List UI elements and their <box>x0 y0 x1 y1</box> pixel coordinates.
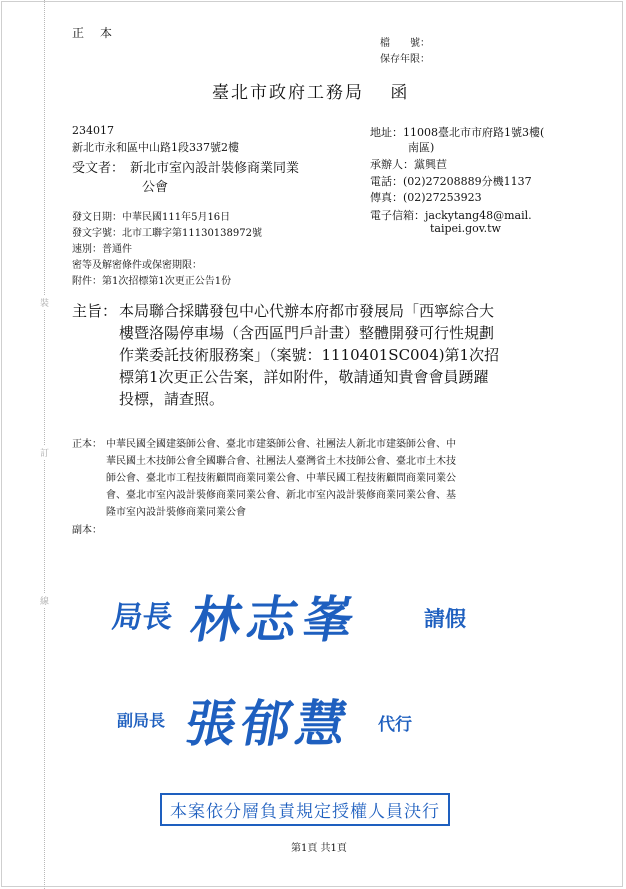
retention-label: 保存年限： <box>380 54 430 65</box>
recipient-name-line2: 公會 <box>142 180 169 195</box>
deputy-title-stamp: 副局長 <box>117 711 166 730</box>
subject-line: 作業委託技術服務案」（案號：1110401SC004)第1次招 <box>119 346 500 364</box>
main-distribution-line: 會、臺北市室內設計裝修商業同業公會、新北市室內設計裝修商業同業公會、基 <box>106 490 456 501</box>
main-distribution-label: 正本： <box>72 439 102 450</box>
subject-line: 投標，請查照。 <box>119 390 225 408</box>
sender-address-line1: 地址：11008臺北市市府路1號3樓( <box>370 126 545 139</box>
delegation-seal: 本案依分層負責規定授權人員決行 <box>160 793 450 826</box>
binding-mark-xian: 線 <box>40 594 49 607</box>
director-title-stamp: 局長 <box>110 600 175 635</box>
subject-label: 主旨： <box>72 302 118 320</box>
main-distribution-line: 師公會、臺北市工程技術顧問商業同業公會、中華民國工程技術顧問商業同業公 <box>106 473 456 484</box>
contact-phone: 電話：(02)27208889分機1137 <box>370 175 532 188</box>
delivery-speed: 速別：普通件 <box>72 244 132 255</box>
subject-line: 樓暨洛陽停車場（含西區門戶計畫）整體開發可行性規劃 <box>119 324 495 342</box>
recipient-address: 新北市永和區中山路1段337號2樓 <box>72 141 239 154</box>
binding-mark-zhuang: 裝 <box>40 296 49 309</box>
director-leave-note: 請假 <box>424 606 466 631</box>
recipient-postcode: 234017 <box>72 124 114 137</box>
binding-line <box>44 0 45 889</box>
classification: 密等及解密條件或保密期限： <box>72 260 202 271</box>
recipient-label: 受文者： <box>72 161 125 176</box>
main-distribution-line: 華民國土木技師公會全國聯合會、社團法人臺灣省土木技師公會、臺北市土木技 <box>106 456 456 467</box>
contact-email-line2: taipei.gov.tw <box>430 222 501 235</box>
main-distribution-line: 中華民國全國建築師公會、臺北市建築師公會、社團法人新北市建築師公會、中 <box>106 439 456 450</box>
issue-date: 發文日期：中華民國111年5月16日 <box>72 212 231 223</box>
binding-mark-ding: 訂 <box>40 446 49 459</box>
contact-person: 承辦人：黨興苣 <box>370 158 447 171</box>
director-name-stamp: 林志峯 <box>186 590 365 649</box>
page-info: 第1頁 共1頁 <box>291 843 347 854</box>
cc-label: 副本： <box>72 525 102 536</box>
sender-address-line2: 南區) <box>408 141 435 154</box>
subject-line: 本局聯合採購發包中心代辦本府都市發展局「西寧綜合大 <box>119 302 495 320</box>
recipient-name-line1: 新北市室內設計裝修商業同業 <box>130 161 300 176</box>
document-title: 臺北市政府工務局 函 <box>212 83 410 103</box>
document-number: 發文字號：北市工聯字第11130138972號 <box>72 228 262 239</box>
attachment: 附件：第1次招標第1次更正公告1份 <box>72 276 232 287</box>
subject-line: 標第1次更正公告案，詳如附件，敬請通知貴會會員踴躍 <box>119 368 489 386</box>
deputy-name-stamp: 張郁慧 <box>181 694 357 753</box>
main-distribution-line: 隆市室內設計裝修商業同業公會 <box>106 507 246 518</box>
contact-fax: 傳真：(02)27253923 <box>370 191 482 204</box>
contact-email-line1: 電子信箱：jackytang48@mail. <box>370 209 532 222</box>
copy-type-label: 正 本 <box>72 26 115 40</box>
file-number-label: 檔 號： <box>380 38 430 49</box>
deputy-acting-note: 代行 <box>378 715 412 735</box>
